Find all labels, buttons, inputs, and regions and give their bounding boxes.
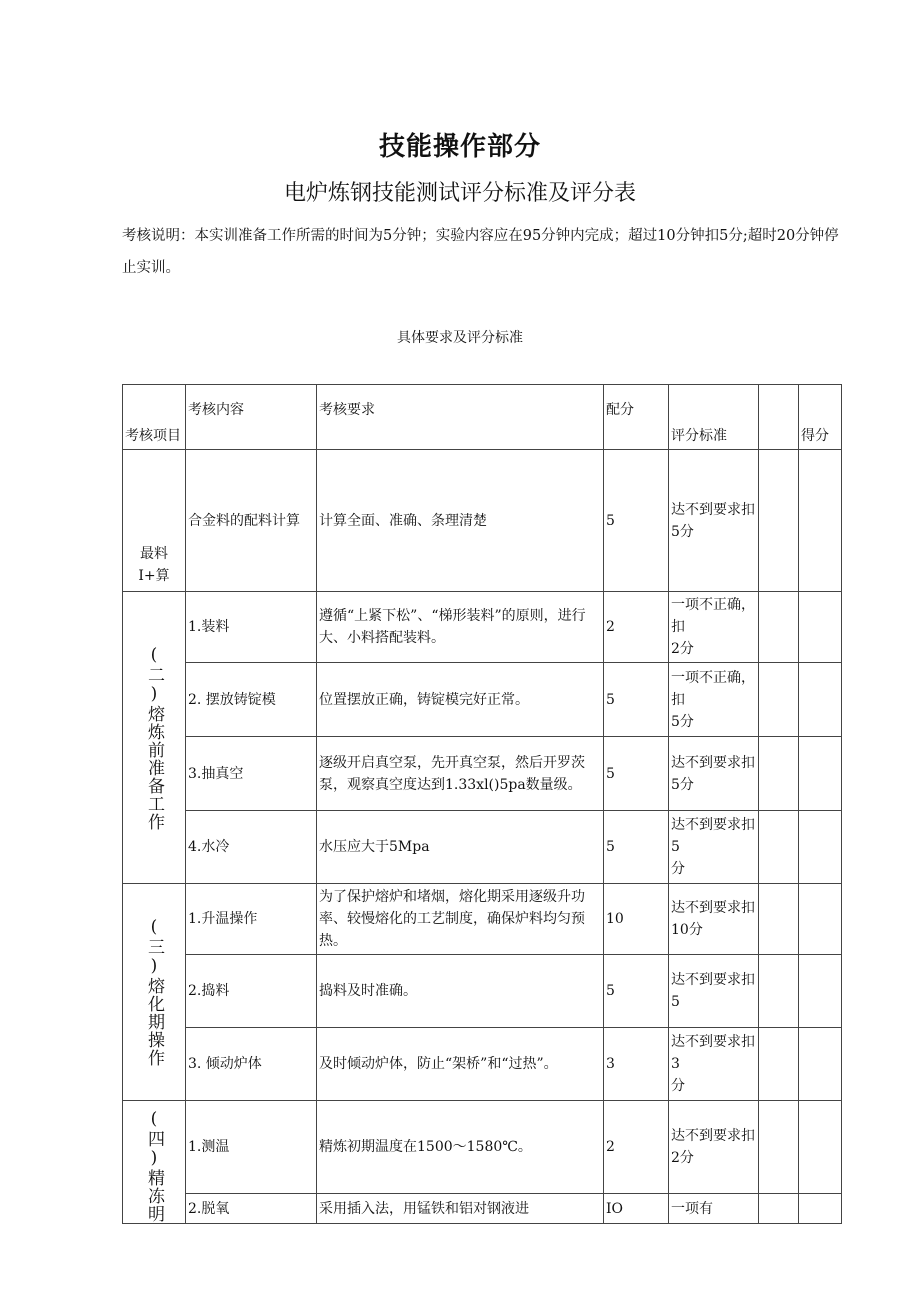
standard-cell: 达不到要求扣5 分 [669,811,759,884]
standard-cell: 达不到要求扣2分 [669,1101,759,1194]
content-cell: 2. 摆放铸锭模 [186,663,317,737]
earned-cell [799,884,842,955]
score-cell: 5 [604,955,669,1028]
content-cell: 3.抽真空 [186,737,317,811]
standard-cell: 一项不正确，扣 5分 [669,663,759,737]
content-cell: 3. 倾动炉体 [186,1028,317,1101]
category-label: (四)精冻明 [144,1109,164,1223]
score-cell: IO [604,1194,669,1224]
table-row [123,450,842,592]
category-cell [123,1101,186,1224]
requirement-cell: 位置摆放正确，铸锭模完好正常。 [317,663,604,737]
requirement-cell: 精炼初期温度在1500～1580℃。 [317,1101,604,1194]
requirement-cell: 遵循“上紧下松”、“梯形装料”的原则，进行大、小料搭配装料。 [317,592,604,663]
category-label: (二)熔炼前准备工作 [144,644,164,831]
content-cell: 合金料的配料计算 [186,450,317,592]
table-header-row [123,385,842,450]
category-cell [123,592,186,884]
header-requirement: 考核要求 [317,385,604,450]
header-project: 考核项目 [123,385,186,450]
score-cell: 3 [604,1028,669,1101]
earned-cell [799,1101,842,1194]
score-cell: 2 [604,592,669,663]
score-cell: 5 [604,737,669,811]
page-subtitle: 电炉炼钢技能测试评分标准及评分表 [283,181,636,206]
requirement-cell: 为了保护熔炉和堵烟，熔化期采用逐级升功率、较慢熔化的工艺制度，确保炉料均匀预热。 [317,884,604,955]
earned-cell [799,1194,842,1224]
assessment-note: 考核说明：本实训准备工作所需的时间为5分钟；实验内容应在95分钟内完成；超过10分钟扣5分;超时20分钟停止实训。 [122,228,839,276]
table-row [123,1194,842,1224]
table-row [123,663,842,737]
score-cell: 10 [604,884,669,955]
content-cell: 1.装料 [186,592,317,663]
content-cell: 2.捣料 [186,955,317,1028]
earned-cell [799,955,842,1028]
table-title: 具体要求及评分标准 [397,330,523,346]
content-cell: 1.升温操作 [186,884,317,955]
content-cell: 1.测温 [186,1101,317,1194]
header-score: 配分 [604,385,669,450]
blank-cell [759,737,799,811]
standard-cell: 达不到要求扣5分 [669,737,759,811]
scoring-table [122,384,842,1224]
header-content: 考核内容 [186,385,317,450]
content-cell: 2.脱氧 [186,1194,317,1224]
category-cell [123,450,186,592]
blank-cell [759,1194,799,1224]
standard-cell: 达不到要求扣3 分 [669,1028,759,1101]
score-cell: 5 [604,663,669,737]
earned-cell [799,737,842,811]
score-cell: 5 [604,811,669,884]
earned-cell [799,811,842,884]
blank-cell [759,811,799,884]
table-row [123,592,842,663]
content-cell: 4.水冷 [186,811,317,884]
table-row [123,1028,842,1101]
category-label: 最料 I+算 [138,546,170,584]
score-cell: 5 [604,450,669,592]
page-title: 技能操作部分 [378,132,541,162]
blank-cell [759,592,799,663]
table-row [123,1101,842,1194]
earned-cell [799,1028,842,1101]
score-cell: 2 [604,1101,669,1194]
standard-cell: 一项有 [669,1194,759,1224]
category-cell [123,884,186,1101]
header-earned: 得分 [799,385,842,450]
header-blank [759,385,799,450]
standard-cell: 达不到要求扣5分 [669,450,759,592]
blank-cell [759,1028,799,1101]
blank-cell [759,955,799,1028]
requirement-cell: 水压应大于5Mpa [317,811,604,884]
table-row [123,884,842,955]
category-label: (三)熔化期操作 [144,917,164,1067]
requirement-cell: 及时倾动炉体，防止“架桥”和“过热”。 [317,1028,604,1101]
table-row [123,955,842,1028]
earned-cell [799,663,842,737]
standard-cell: 一项不正确，扣 2分 [669,592,759,663]
standard-cell: 达不到要求扣5 [669,955,759,1028]
table-row [123,737,842,811]
blank-cell [759,884,799,955]
standard-cell: 达不到要求扣 10分 [669,884,759,955]
earned-cell [799,450,842,592]
requirement-cell: 采用插入法，用锰铁和铝对钢液进 [317,1194,604,1224]
earned-cell [799,592,842,663]
blank-cell [759,663,799,737]
blank-cell [759,450,799,592]
requirement-cell: 逐级开启真空泵，先开真空泵，然后开罗茨泵，观察真空度达到1.33xl()5pa数量级。 [317,737,604,811]
requirement-cell: 计算全面、准确、条理清楚 [317,450,604,592]
header-standard: 评分标准 [669,385,759,450]
table-row [123,811,842,884]
requirement-cell: 捣料及时准确。 [317,955,604,1028]
blank-cell [759,1101,799,1194]
